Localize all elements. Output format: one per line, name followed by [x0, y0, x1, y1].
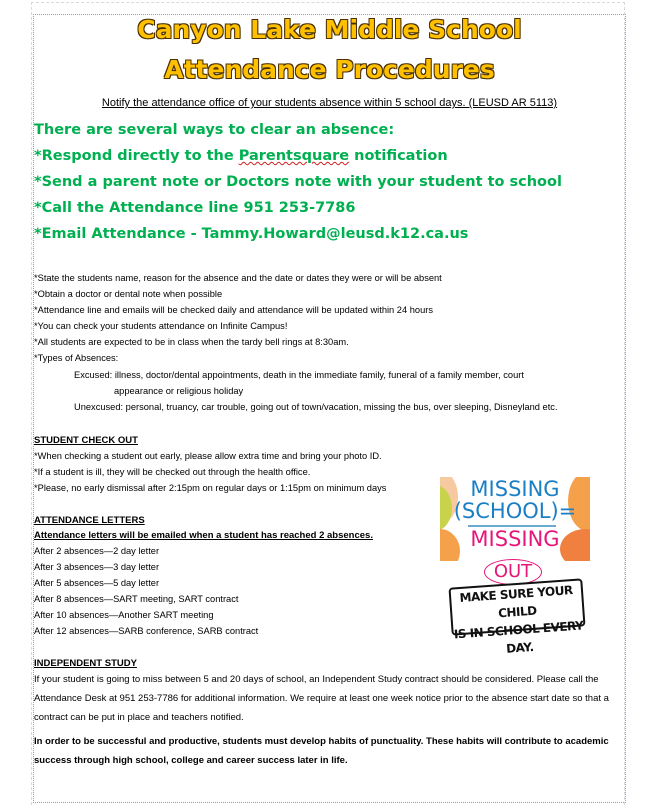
- poster-line-missing2: MISSING: [470, 527, 560, 551]
- poster-graphic: [440, 477, 590, 561]
- check-out-item: *If a student is ill, they will be checked out through the health office.: [34, 467, 311, 477]
- clear-method-call: *Call the Attendance line 951 253-7786: [34, 200, 356, 216]
- school-title: Canyon Lake Middle School: [137, 15, 522, 44]
- excused-absences-cont: appearance or religious holiday: [114, 386, 244, 396]
- letter-item: After 8 absences—SART meeting, SART contract: [34, 594, 239, 604]
- poster-sign: [448, 578, 585, 656]
- poster-line-out: OUT: [484, 559, 542, 585]
- letters-subheading: Attendance letters will be emailed when a student has reached 2 absences.: [34, 530, 373, 541]
- document-title: Attendance Procedures: [164, 55, 495, 84]
- letter-item: After 2 absences—2 day letter: [34, 546, 160, 556]
- guideline-item: *You can check your students attendance on Infinite Campus!: [34, 321, 288, 331]
- check-out-item: *Please, no early dismissal after 2:15pm on regular days or 1:15pm on minimum days: [34, 483, 387, 493]
- guideline-item: *All students are expected to be in class when the tardy bell rings at 8:30am.: [34, 337, 349, 347]
- method-suffix: notification: [349, 148, 448, 164]
- excused-absences: Excused: illness, doctor/dental appointments, death in the immediate family, funeral of a family member, court: [74, 370, 524, 380]
- sign-line: IS IN SCHOOL EVERY DAY.: [453, 618, 584, 656]
- notify-notice: Notify the attendance office of your students absence within 5 school days. (LEUSD AR 5113): [101, 97, 558, 109]
- guideline-item: *Obtain a doctor or dental note when possible: [34, 289, 223, 299]
- letter-item: After 10 absences—Another SART meeting: [34, 610, 214, 620]
- check-out-item: *When checking a student out early, please allow extra time and bring your photo ID.: [34, 451, 382, 461]
- independent-study-body: If your student is going to miss between 5 and 20 days of school, an Independent Study contract should be considered. Please call the Attendance Desk at 951 253-7786 for additional information. We require at least one week notice prior to the absence start date so that a contract can be put in place and teachers notified.: [34, 674, 609, 723]
- clear-method-email: *Email Attendance - Tammy.Howard@leusd.k12.ca.us: [34, 226, 469, 242]
- independent-study-heading: INDEPENDENT STUDY: [34, 658, 137, 669]
- guideline-item: *Types of Absences:: [34, 353, 119, 363]
- letters-heading: ATTENDANCE LETTERS: [34, 515, 145, 526]
- letter-item: After 3 absences—3 day letter: [34, 562, 160, 572]
- poster-line-school: (SCHOOL)=: [453, 499, 577, 523]
- missing-school-poster: [440, 477, 590, 656]
- check-out-heading: STUDENT CHECK OUT: [34, 435, 138, 446]
- parentsquare-word: Parentsquare: [238, 148, 350, 164]
- guideline-item: *State the students name, reason for the absence and the date or dates they were or will be absent: [34, 273, 442, 283]
- guideline-item: *Attendance line and emails will be checked daily and attendance will be updated within 24 hours: [34, 305, 433, 315]
- poster-line-missing: MISSING: [470, 477, 560, 501]
- sign-line: MAKE SURE YOUR CHILD: [459, 583, 574, 621]
- clear-method-parentsquare: [34, 148, 448, 164]
- method-prefix: *Respond directly to the: [34, 148, 239, 164]
- unexcused-absences: Unexcused: personal, truancy, car trouble, going out of town/vacation, missing the bus, over sleeping, Disneyland etc.: [74, 402, 558, 412]
- clear-absence-heading: There are several ways to clear an absence:: [34, 122, 395, 138]
- letter-item: After 5 absences—5 day letter: [34, 578, 160, 588]
- document-page: [33, 14, 626, 803]
- closing-statement: In order to be successful and productive, students must develop habits of punctuality. These habits will contribute to academic success through high school, college and career success later in life.: [34, 736, 609, 766]
- clear-method-note: *Send a parent note or Doctors note with your student to school: [34, 174, 562, 190]
- letter-item: After 12 absences—SARB conference, SARB contract: [34, 626, 259, 636]
